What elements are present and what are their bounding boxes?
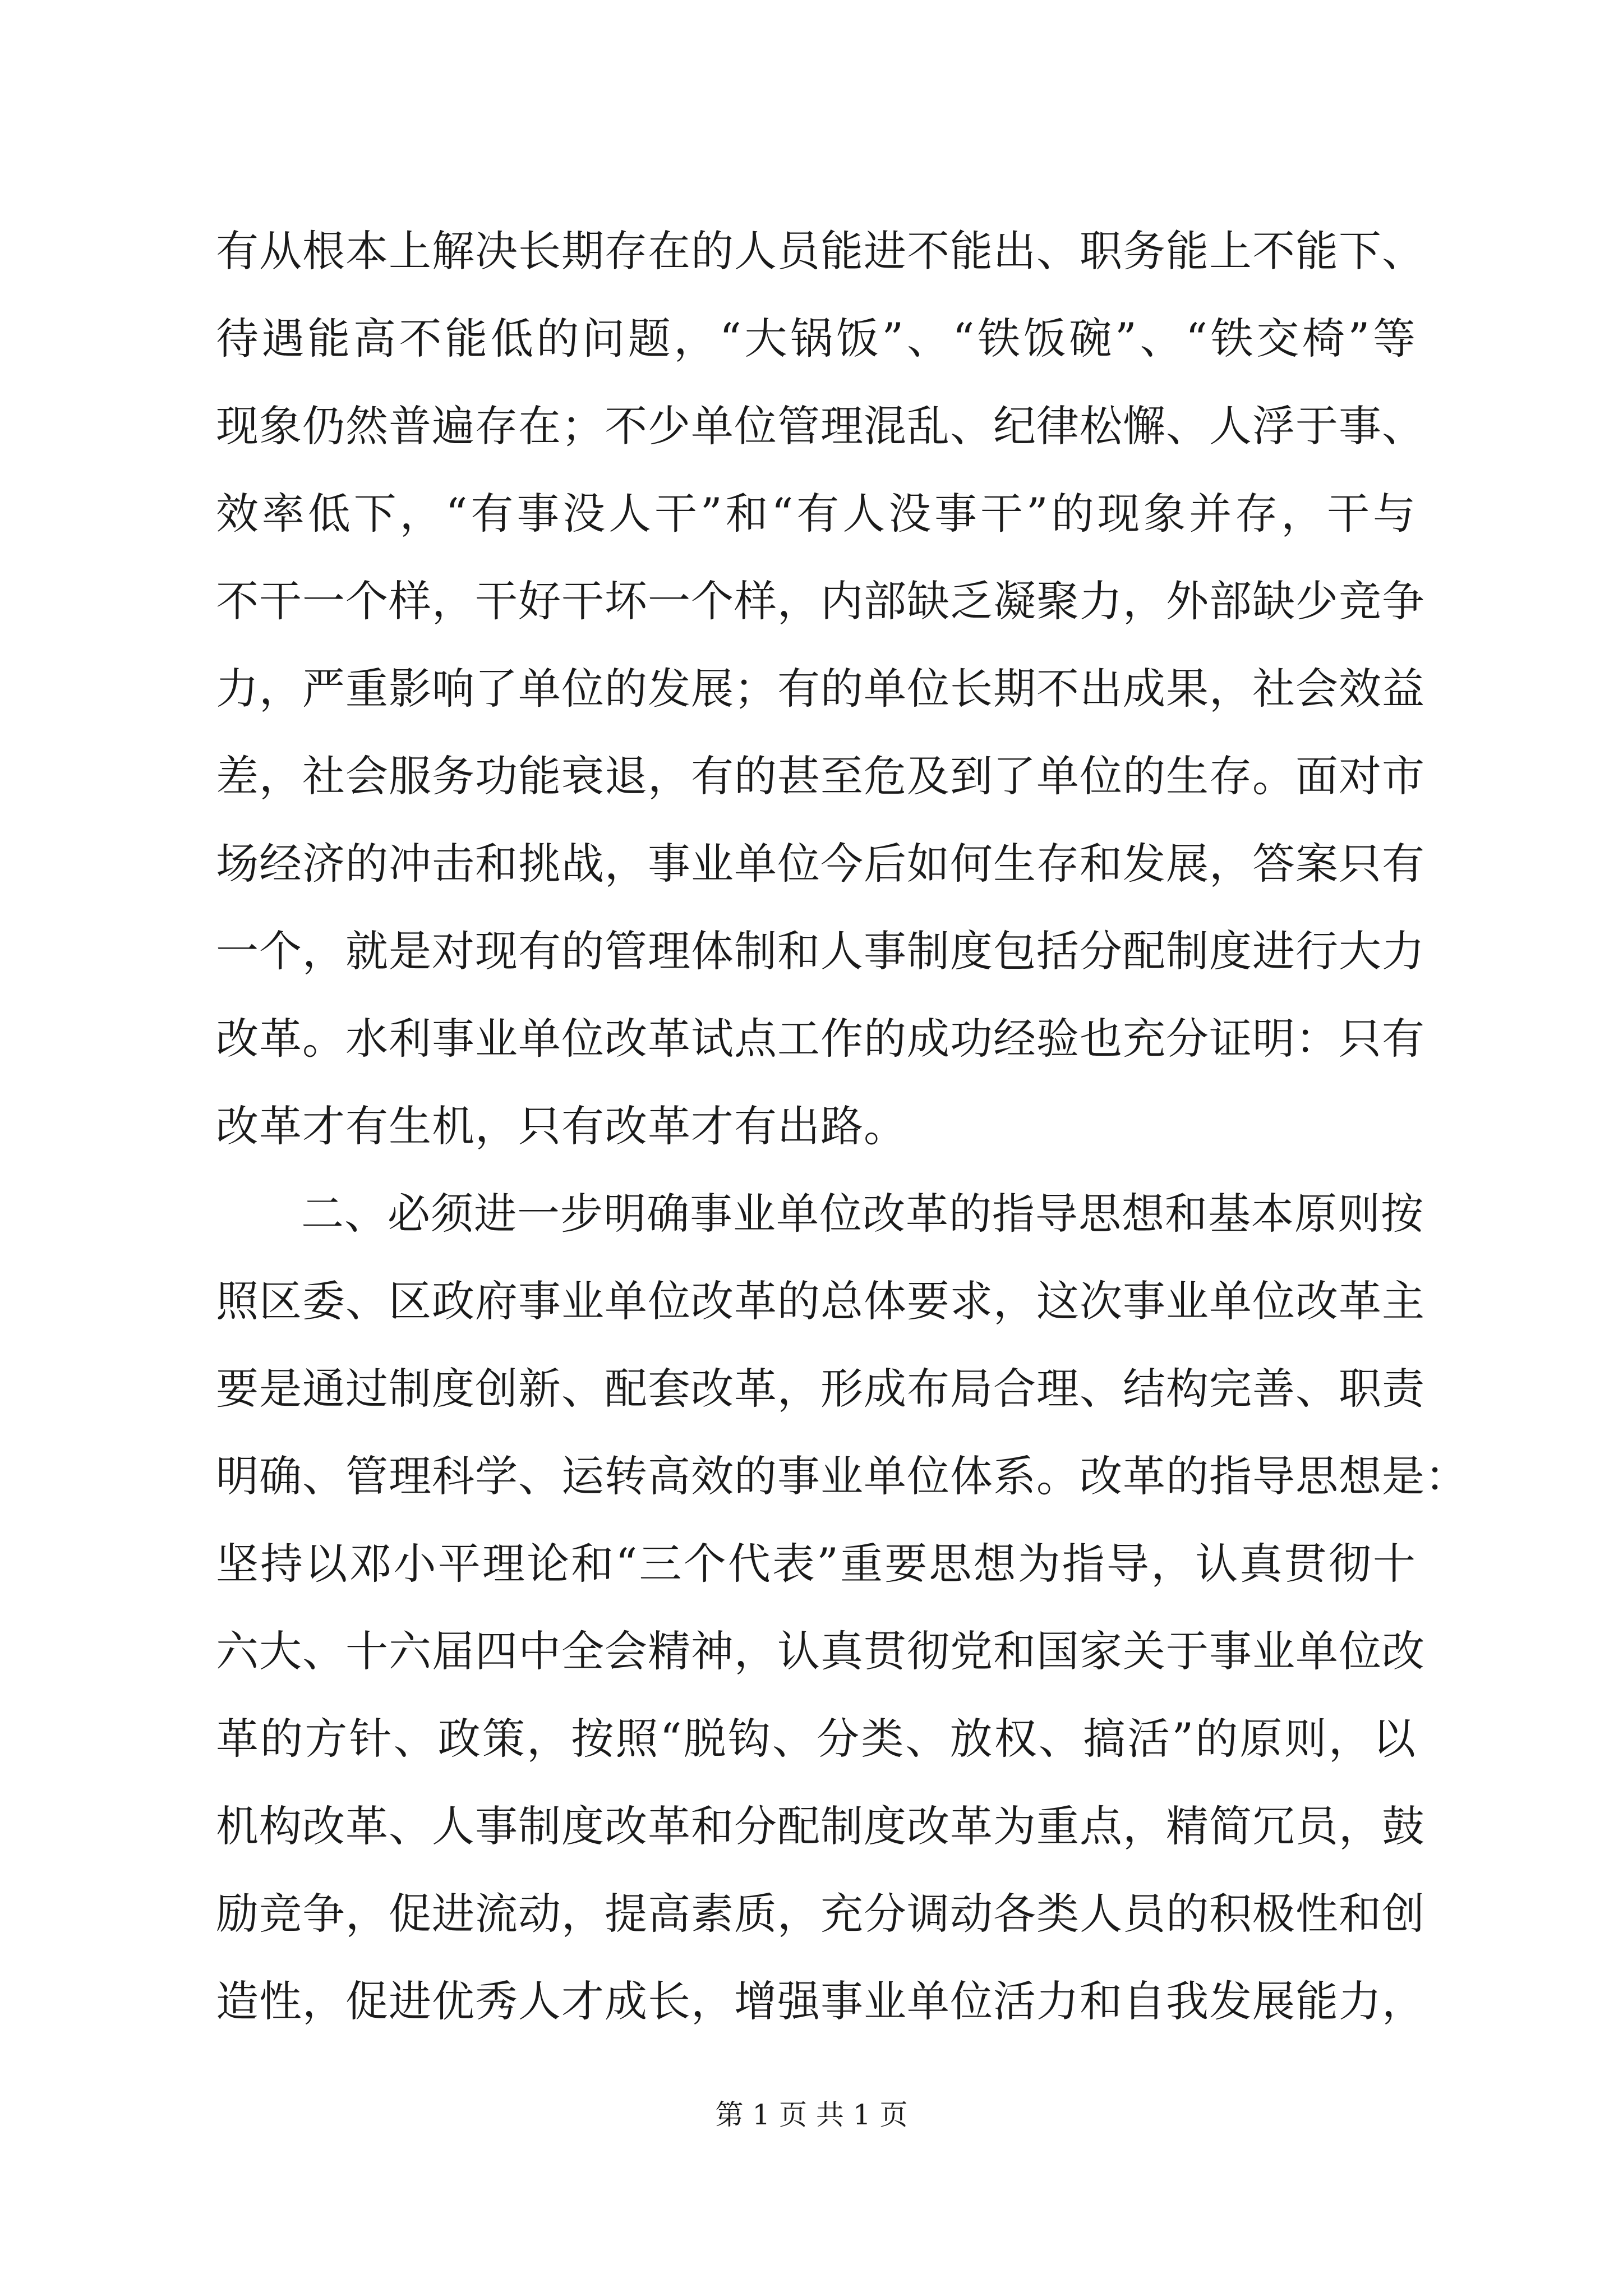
body-text <box>216 208 1468 2045</box>
text-line: 坚持以邓小平理论和“三个代表”重要思想为指导，认真贯彻十 <box>216 1539 1416 1589</box>
text-line: 待遇能高不能低的问题，“大锅饭”、“铁饭碗”、“铁交椅”等 <box>216 314 1416 364</box>
text-line: 一个，就是对现有的管理体制和人事制度包括分配制度进行大力 <box>216 926 1425 976</box>
text-line: 改革才有生机，只有改革才有出路。 <box>216 1101 907 1151</box>
text-line: 机构改革、人事制度改革和分配制度改革为重点，精简冗员，鼓 <box>216 1801 1425 1851</box>
text-line: 差，社会服务功能衰退，有的甚至危及到了单位的生存。面对市 <box>216 751 1425 801</box>
text-line: 改革。水利事业单位改革试点工作的成功经验也充分证明：只有 <box>216 1014 1425 1064</box>
text-line: 要是通过制度创新、配套改革，形成布局合理、结构完善、职责 <box>216 1364 1425 1414</box>
text-line: 现象仍然普遍存在；不少单位管理混乱、纪律松懈、人浮于事、 <box>216 401 1425 451</box>
text-line: 照区委、区政府事业单位改革的总体要求，这次事业单位改革主 <box>216 1276 1425 1326</box>
text-line: 力，严重影响了单位的发展；有的单位长期不出成果，社会效益 <box>216 664 1425 714</box>
section-heading-line: 二、必须进一步明确事业单位改革的指导思想和基本原则按 <box>301 1189 1424 1239</box>
page-footer: 第 1 页 共 1 页 <box>715 2099 908 2131</box>
text-line: 效率低下，“有事没人干”和“有人没事干”的现象并存，干与 <box>216 489 1416 539</box>
text-line: 有从根本上解决长期存在的人员能进不能出、职务能上不能下、 <box>216 226 1425 276</box>
text-line: 明确、管理科学、运转高效的事业单位体系。改革的指导思想是： <box>216 1451 1468 1501</box>
text-line: 不干一个样，干好干坏一个样，内部缺乏凝聚力，外部缺少竞争 <box>216 576 1425 626</box>
text-line: 造性，促进优秀人才成长，增强事业单位活力和自我发展能力， <box>216 1976 1425 2026</box>
text-line: 革的方针、政策，按照“脱钩、分类、放权、搞活”的原则，以 <box>216 1714 1416 1764</box>
text-line: 励竞争，促进流动，提高素质，充分调动各类人员的积极性和创 <box>216 1889 1425 1939</box>
text-line: 场经济的冲击和挑战，事业单位今后如何生存和发展，答案只有 <box>216 839 1425 889</box>
text-line: 六大、十六届四中全会精神，认真贯彻党和国家关于事业单位改 <box>216 1626 1425 1676</box>
